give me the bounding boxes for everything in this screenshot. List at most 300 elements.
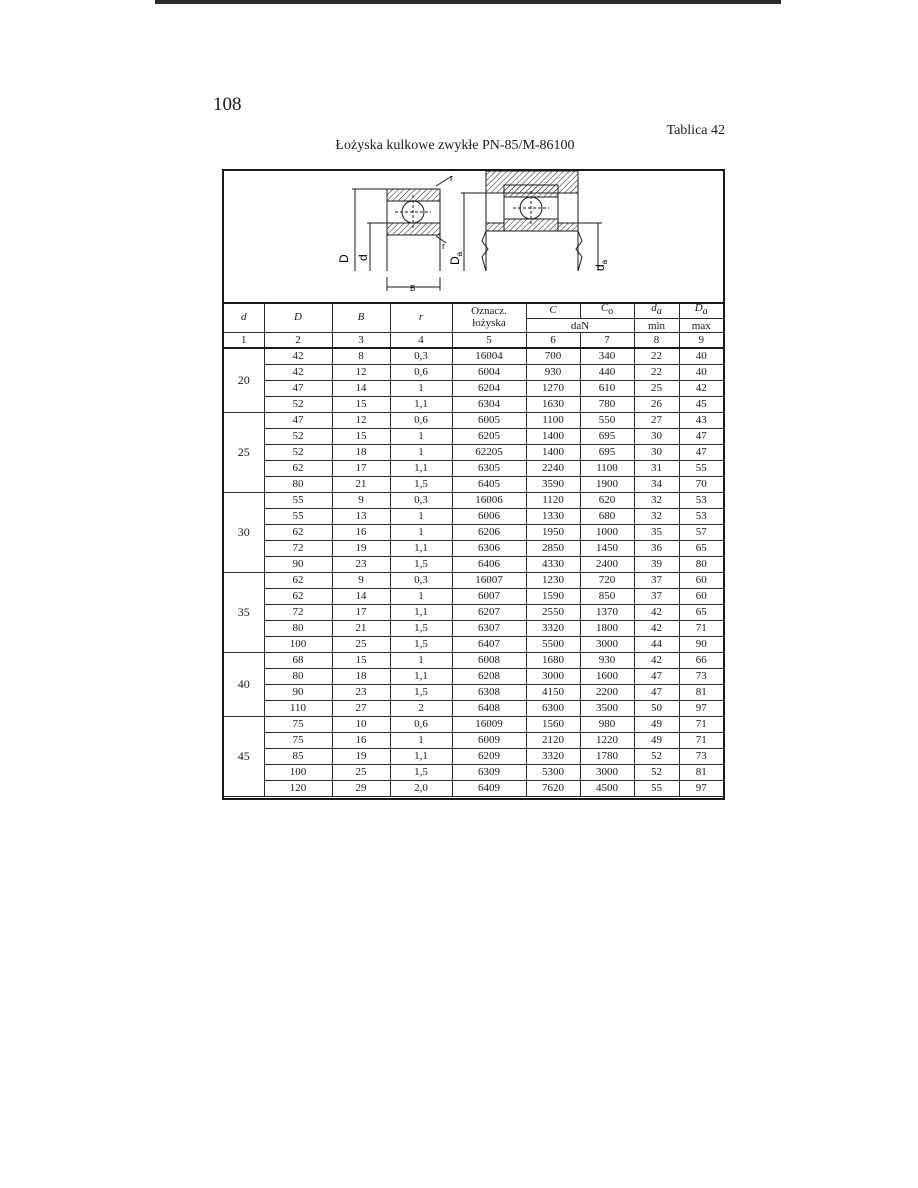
table-cell: 18 [332,669,390,685]
table-cell: 35 [634,525,679,541]
table-row [224,653,723,669]
table-cell: 52 [264,397,332,413]
column-number: 5 [452,333,526,349]
table-cell: 440 [580,365,634,381]
table-cell: 6204 [452,381,526,397]
table-cell: 3000 [526,669,580,685]
table-cell: 75 [264,733,332,749]
table-cell: 720 [580,573,634,589]
table-cell: 42 [264,365,332,381]
table-row [224,701,723,717]
table-cell: 110 [264,701,332,717]
table-row [224,445,723,461]
column-number: 1 [224,333,264,349]
table-row [224,397,723,413]
table-cell: 40 [679,348,723,365]
header-D: D [264,302,332,333]
table-cell: 47 [264,381,332,397]
table-row [224,413,723,429]
table-cell: 27 [332,701,390,717]
table-cell: 19 [332,749,390,765]
table-row [224,573,723,589]
table-cell: 52 [634,765,679,781]
table-cell: 30 [634,429,679,445]
table-cell: 57 [679,525,723,541]
table-cell: 6007 [452,589,526,605]
table-cell: 6205 [452,429,526,445]
table-cell: 2240 [526,461,580,477]
table-cell: 16004 [452,348,526,365]
table-cell: 1370 [580,605,634,621]
table-cell: 97 [679,781,723,797]
table-cell: 6304 [452,397,526,413]
table-cell: 780 [580,397,634,413]
label-r-bottom: r [442,241,445,251]
table-row [224,589,723,605]
table-cell: 980 [580,717,634,733]
table-cell: 4500 [580,781,634,797]
table-cell: 12 [332,365,390,381]
table-cell: 1400 [526,429,580,445]
table-row [224,541,723,557]
table-cell: 1560 [526,717,580,733]
table-cell: 15 [332,429,390,445]
table-cell: 1,1 [390,541,452,557]
bearing-left [352,176,452,291]
table-cell: 1,5 [390,765,452,781]
table-row [224,605,723,621]
table-row [224,348,723,365]
table-cell: 1 [390,733,452,749]
label-r-top: r [450,173,453,183]
table-cell: 100 [264,637,332,653]
table-cell: 25 [634,381,679,397]
table-cell: 62 [264,573,332,589]
table-cell: 1 [390,429,452,445]
table-cell: 55 [264,509,332,525]
group-bore-d: 40 [224,653,264,717]
table-cell: 1100 [526,413,580,429]
table-cell: 14 [332,381,390,397]
table-cell: 55 [634,781,679,797]
column-number: 2 [264,333,332,349]
table-cell: 27 [634,413,679,429]
table-row [224,493,723,509]
bearings-table [224,302,723,797]
table-cell: 7620 [526,781,580,797]
table-cell: 3500 [580,701,634,717]
table-cell: 2850 [526,541,580,557]
table-cell: 90 [679,637,723,653]
table-cell: 1330 [526,509,580,525]
table-cell: 1,5 [390,557,452,573]
table-title: Łożyska kulkowe zwykłe PN-85/M-86100 [335,138,575,153]
table-cell: 6006 [452,509,526,525]
table-cell: 340 [580,348,634,365]
table-cell: 6409 [452,781,526,797]
table-cell: 1450 [580,541,634,557]
table-cell: 21 [332,621,390,637]
table-cell: 610 [580,381,634,397]
table-cell: 23 [332,685,390,701]
table-cell: 2,0 [390,781,452,797]
table-cell: 1 [390,653,452,669]
table-frame [222,169,725,800]
table-cell: 49 [634,733,679,749]
table-row [224,509,723,525]
table-cell: 29 [332,781,390,797]
table-cell: 0,6 [390,365,452,381]
table-cell: 72 [264,605,332,621]
header-da [634,302,679,319]
table-cell: 680 [580,509,634,525]
column-number: 8 [634,333,679,349]
table-cell: 62 [264,461,332,477]
column-number: 4 [390,333,452,349]
table-cell: 16009 [452,717,526,733]
table-cell: 3000 [580,637,634,653]
table-cell: 81 [679,685,723,701]
column-number: 6 [526,333,580,349]
table-cell: 1900 [580,477,634,493]
top-rule [155,0,781,4]
table-row [224,765,723,781]
table-cell: 52 [634,749,679,765]
table-cell: 80 [264,669,332,685]
table-cell: 43 [679,413,723,429]
table-cell: 37 [634,573,679,589]
table-cell: 1,1 [390,397,452,413]
table-cell: 6307 [452,621,526,637]
table-cell: 73 [679,749,723,765]
table-cell: 550 [580,413,634,429]
column-number: 9 [679,333,723,349]
table-cell: 1 [390,445,452,461]
table-cell: 2400 [580,557,634,573]
table-cell: 850 [580,589,634,605]
table-cell: 1,5 [390,637,452,653]
table-cell: 6408 [452,701,526,717]
table-cell: 68 [264,653,332,669]
table-cell: 1,1 [390,749,452,765]
table-cell: 85 [264,749,332,765]
table-row [224,429,723,445]
table-row [224,525,723,541]
label-Da-main: D [448,256,462,265]
table-cell: 30 [634,445,679,461]
table-cell: 80 [264,477,332,493]
table-label: Tablica 42 [666,123,725,138]
table-cell: 62 [264,525,332,541]
table-cell: 39 [634,557,679,573]
table-cell: 6405 [452,477,526,493]
header-r: r [390,302,452,333]
table-cell: 19 [332,541,390,557]
table-cell: 52 [264,429,332,445]
table-cell: 22 [634,348,679,365]
table-cell: 4330 [526,557,580,573]
table-title-wrap [0,138,918,154]
table-cell: 6009 [452,733,526,749]
table-cell: 3590 [526,477,580,493]
table-cell: 13 [332,509,390,525]
group-bore-d: 20 [224,348,264,413]
label-B: B [410,284,416,293]
table-cell: 0,6 [390,413,452,429]
table-cell: 2120 [526,733,580,749]
table-cell: 6305 [452,461,526,477]
table-cell: 5300 [526,765,580,781]
label-D: D [337,254,351,263]
table-cell: 1800 [580,621,634,637]
table-cell: 10 [332,717,390,733]
table-cell: 90 [264,557,332,573]
table-cell: 21 [332,477,390,493]
table-cell: 62205 [452,445,526,461]
header-oznacz [452,302,526,333]
header-da-sub: a [656,306,662,318]
table-cell: 2550 [526,605,580,621]
table-cell: 1,5 [390,621,452,637]
table-cell: 6207 [452,605,526,621]
table-cell: 1950 [526,525,580,541]
table-cell: 695 [580,445,634,461]
header-B: B [332,302,390,333]
table-cell: 16 [332,525,390,541]
table-cell: 1220 [580,733,634,749]
table-cell: 1400 [526,445,580,461]
table-cell: 930 [526,365,580,381]
header-Da-main: D [694,302,703,314]
table-cell: 700 [526,348,580,365]
header-Da-limit: max [679,319,723,333]
table-cell: 1 [390,525,452,541]
table-cell: 1000 [580,525,634,541]
table-cell: 2200 [580,685,634,701]
table-cell: 65 [679,605,723,621]
header-row [224,302,723,319]
table-cell: 0,3 [390,493,452,509]
table-cell: 9 [332,573,390,589]
table-cell: 42 [634,653,679,669]
table-cell: 1 [390,509,452,525]
table-cell: 17 [332,605,390,621]
table-cell: 66 [679,653,723,669]
table-cell: 72 [264,541,332,557]
table-cell: 1 [390,589,452,605]
table-cell: 1590 [526,589,580,605]
table-body [224,333,723,797]
table-cell: 6309 [452,765,526,781]
table-cell: 695 [580,429,634,445]
table-cell: 47 [679,445,723,461]
table-cell: 47 [679,429,723,445]
table-cell: 55 [264,493,332,509]
table-cell: 70 [679,477,723,493]
header-da-main: d [651,302,657,314]
table-cell: 6407 [452,637,526,653]
table-cell: 1100 [580,461,634,477]
table-cell: 71 [679,717,723,733]
table-cell: 42 [679,381,723,397]
table-cell: 17 [332,461,390,477]
table-row [224,669,723,685]
table-cell: 75 [264,717,332,733]
table-cell: 0,3 [390,573,452,589]
table-cell: 16006 [452,493,526,509]
table-cell: 55 [679,461,723,477]
table-cell: 6004 [452,365,526,381]
group-bore-d: 30 [224,493,264,573]
column-number: 7 [580,333,634,349]
table-cell: 47 [264,413,332,429]
table-row [224,621,723,637]
table-cell: 31 [634,461,679,477]
table-cell: 73 [679,669,723,685]
header-d: d [224,302,264,333]
label-d: d [356,254,370,261]
header-Co-sub: o [608,306,614,318]
table-cell: 100 [264,765,332,781]
header-da-limit: min [634,319,679,333]
table-cell: 8 [332,348,390,365]
header-Da-sub: a [702,306,708,318]
table-cell: 62 [264,589,332,605]
table-cell: 22 [634,365,679,381]
table-cell: 32 [634,509,679,525]
table-cell: 0,6 [390,717,452,733]
table-cell: 4150 [526,685,580,701]
table-cell: 71 [679,733,723,749]
label-da [593,259,609,271]
table-cell: 42 [264,348,332,365]
table-cell: 3320 [526,621,580,637]
table-cell: 1,1 [390,461,452,477]
table-cell: 6005 [452,413,526,429]
table-cell: 6008 [452,653,526,669]
table-cell: 81 [679,765,723,781]
table-cell: 45 [679,397,723,413]
table-cell: 5500 [526,637,580,653]
table-cell: 930 [580,653,634,669]
label-da-sub: a [600,259,609,265]
table-cell: 6208 [452,669,526,685]
table-cell: 71 [679,621,723,637]
table-cell: 1230 [526,573,580,589]
table-cell: 80 [679,557,723,573]
table-cell: 620 [580,493,634,509]
header-unit: daN [526,319,634,333]
table-cell: 15 [332,653,390,669]
table-cell: 6300 [526,701,580,717]
table-cell: 1780 [580,749,634,765]
column-number-row [224,333,723,349]
table-cell: 42 [634,621,679,637]
bearing-cross-section-svg [224,171,723,302]
label-da-main: d [593,264,607,271]
table-cell: 1,1 [390,669,452,685]
table-cell: 34 [634,477,679,493]
table-cell: 60 [679,573,723,589]
table-cell: 3000 [580,765,634,781]
table-cell: 90 [264,685,332,701]
table-cell: 0,3 [390,348,452,365]
table-cell: 47 [634,669,679,685]
table-cell: 50 [634,701,679,717]
table-cell: 65 [679,541,723,557]
table-cell: 6209 [452,749,526,765]
page-number: 108 [213,94,242,115]
table-cell: 52 [264,445,332,461]
table-row [224,733,723,749]
table-cell: 12 [332,413,390,429]
table-cell: 53 [679,493,723,509]
header-oznacz-line1: Oznacz. [471,305,507,318]
group-bore-d: 45 [224,717,264,797]
table-cell: 1270 [526,381,580,397]
table-cell: 1,5 [390,477,452,493]
table-cell: 6308 [452,685,526,701]
table-cell: 26 [634,397,679,413]
table-cell: 15 [332,397,390,413]
bearing-drawing [224,171,723,304]
table-cell: 16007 [452,573,526,589]
table-row [224,381,723,397]
table-cell: 3320 [526,749,580,765]
table-cell: 40 [679,365,723,381]
group-bore-d: 25 [224,413,264,493]
table-row [224,477,723,493]
table-cell: 14 [332,589,390,605]
table-cell: 23 [332,557,390,573]
table-cell: 6406 [452,557,526,573]
table-cell: 53 [679,509,723,525]
table-cell: 25 [332,637,390,653]
table-row [224,685,723,701]
table-cell: 36 [634,541,679,557]
header-Da [679,302,723,319]
table-cell: 44 [634,637,679,653]
bearing-right [461,171,602,271]
table-row [224,461,723,477]
table-cell: 1,5 [390,685,452,701]
header-oznacz-line2: łożyska [472,317,506,330]
table-cell: 37 [634,589,679,605]
table-cell: 2 [390,701,452,717]
table-row [224,717,723,733]
header-Co-main: C [600,302,609,314]
table-cell: 25 [332,765,390,781]
table-cell: 49 [634,717,679,733]
table-cell: 47 [634,685,679,701]
table-row [224,365,723,381]
table-row [224,749,723,765]
table-cell: 1680 [526,653,580,669]
table-row [224,781,723,797]
table-cell: 42 [634,605,679,621]
table-cell: 1 [390,381,452,397]
header-Co [580,302,634,319]
table-cell: 1,1 [390,605,452,621]
table-cell: 6206 [452,525,526,541]
table-cell: 18 [332,445,390,461]
table-cell: 16 [332,733,390,749]
table-cell: 60 [679,589,723,605]
table-cell: 1630 [526,397,580,413]
header-C: C [526,302,580,319]
group-bore-d: 35 [224,573,264,653]
table-cell: 6306 [452,541,526,557]
